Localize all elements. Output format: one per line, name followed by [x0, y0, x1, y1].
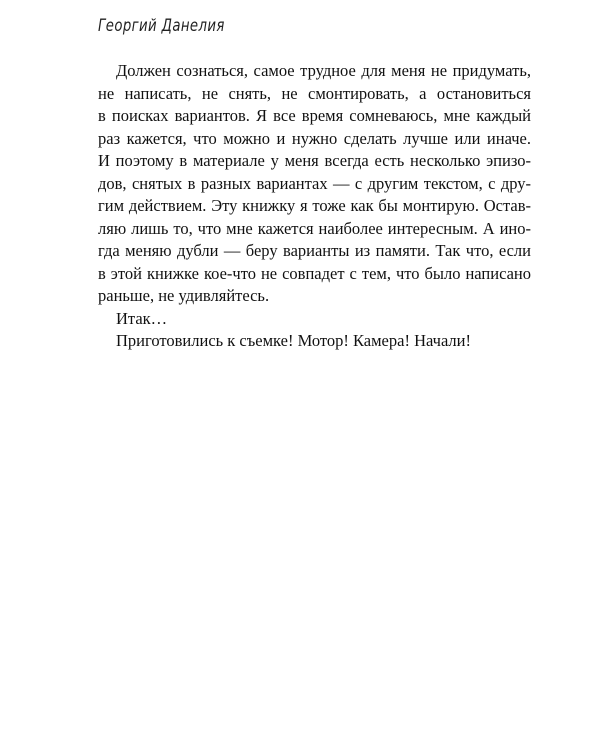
paragraph-1	[98, 60, 531, 308]
text-line: Итак…	[116, 308, 168, 328]
body-text	[98, 60, 531, 353]
text-line: ляю лишь то, что мне кажется наиболее интересным. А ино-	[98, 218, 531, 238]
text-line: раньше, не удивляйтесь.	[98, 286, 270, 305]
text-line: не написать, не снять, не смонтировать, а остановиться	[98, 83, 531, 103]
text-line: гим действием. Эту книжку я тоже как бы монтирую. Остав-	[98, 196, 531, 215]
text-line: дов, снятых в разных вариантах — с другим текстом, с дру-	[98, 173, 531, 193]
text-line: в этой книжке кое-что не совпадет с тем, что было написано	[98, 263, 531, 283]
paragraph-2	[98, 308, 531, 331]
text-line: Приготовились к съемке! Мотор! Камера! Начали!	[116, 331, 471, 350]
paragraph-3	[98, 330, 531, 353]
running-head: Георгий Данелия	[98, 16, 225, 36]
text-line: И поэтому в материале у меня всегда есть несколько эпизо-	[98, 151, 531, 170]
text-line: раз кажется, что можно и нужно сделать лучше или иначе.	[98, 128, 531, 148]
text-line: гда меняю дубли — беру варианты из памяти. Так что, если	[98, 241, 531, 260]
text-line: в поисках вариантов. Я все время сомневаюсь, мне каждый	[98, 106, 531, 125]
text-line: Должен сознаться, самое трудное для меня не придумать,	[116, 61, 531, 80]
